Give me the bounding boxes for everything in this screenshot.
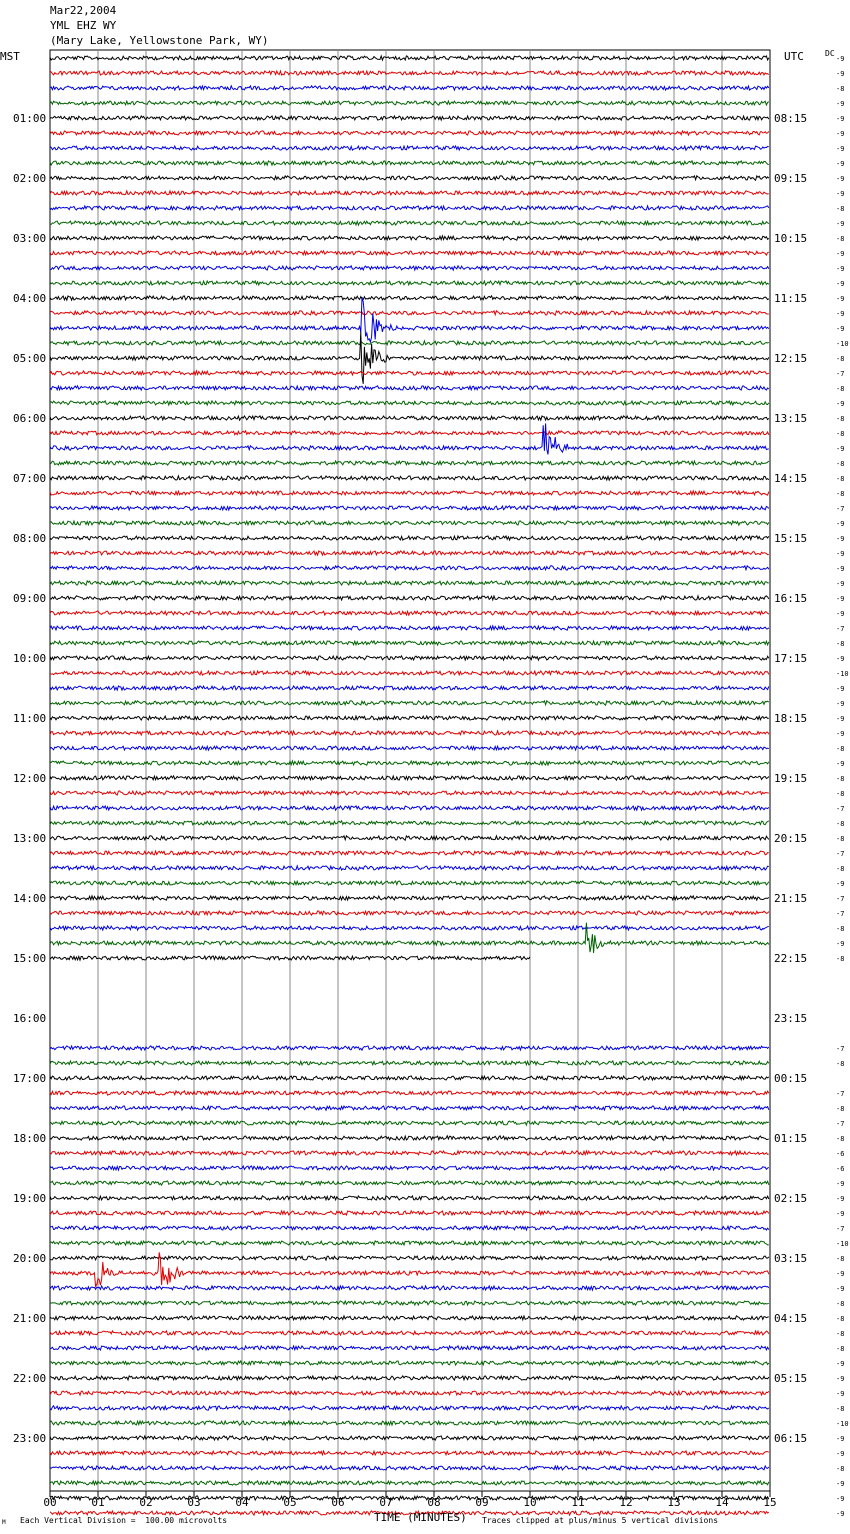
x-tick-label: 12: [619, 1496, 633, 1509]
dc-offset-label: -8: [836, 385, 845, 393]
right-hour-label: 16:15: [774, 592, 808, 605]
trace-row-9: [50, 191, 769, 195]
trace-row-2: [50, 86, 769, 90]
trace-row-67: [50, 1061, 769, 1065]
dc-offset-label: -6: [836, 1165, 845, 1173]
trace-row-93: [50, 1451, 769, 1455]
trace-row-33: [50, 551, 769, 555]
dc-offset-label: -8: [836, 1255, 845, 1263]
trace-row-23: [50, 401, 769, 405]
dc-offset-label: -8: [836, 865, 845, 873]
trace-row-80: [50, 1256, 769, 1260]
dc-offset-label: -9: [836, 1210, 845, 1218]
left-hour-label: 20:00: [13, 1252, 47, 1265]
trace-row-36: [50, 596, 769, 600]
right-hour-label: 14:15: [774, 472, 808, 485]
dc-offset-label: -9: [836, 220, 845, 228]
right-hour-label: 17:15: [774, 652, 808, 665]
trace-row-37: [50, 611, 769, 615]
trace-row-90: [50, 1406, 769, 1410]
trace-row-76: [50, 1196, 769, 1200]
header-date: Mar22,2004: [50, 4, 117, 17]
trace-row-3: [50, 101, 769, 105]
trace-row-83: [50, 1301, 769, 1305]
trace-row-96: [50, 1496, 769, 1500]
dc-offset-label: -8: [836, 475, 845, 483]
right-hour-label: 10:15: [774, 232, 808, 245]
trace-row-57: [50, 911, 769, 915]
dc-offset-label: -7: [836, 370, 845, 378]
x-tick-label: 02: [139, 1496, 153, 1509]
header-location: (Mary Lake, Yellowstone Park, WY): [50, 34, 269, 47]
dc-offset-label: -9: [836, 1510, 845, 1518]
dc-offset-label: -9: [836, 655, 845, 663]
dc-offset-label: -9: [836, 940, 845, 948]
left-hour-label: 19:00: [13, 1192, 47, 1205]
right-hour-label: 03:15: [774, 1252, 808, 1265]
trace-row-91: [50, 1421, 769, 1425]
trace-row-92: [50, 1436, 769, 1440]
dc-offset-label: -7: [836, 895, 845, 903]
trace-row-68: [50, 1076, 769, 1080]
trace-row-47: [50, 761, 769, 765]
trace-row-30: [50, 506, 769, 510]
dc-offset-label: -9: [836, 130, 845, 138]
dc-offset-label: -9: [836, 1180, 845, 1188]
dc-offset-label: -9: [836, 160, 845, 168]
left-hour-label: 21:00: [13, 1312, 47, 1325]
dc-offset-label: -8: [836, 1405, 845, 1413]
dc-offset-label: -8: [836, 745, 845, 753]
trace-row-53: [50, 851, 769, 855]
dc-offset-label: -8: [836, 1105, 845, 1113]
left-hour-label: 04:00: [13, 292, 47, 305]
dc-offset-label: -8: [836, 430, 845, 438]
trace-row-39: [50, 641, 769, 645]
dc-offset-label: -9: [836, 145, 845, 153]
trace-row-89: [50, 1391, 769, 1395]
x-tick-label: 04: [235, 1496, 249, 1509]
dc-offset-label: -9: [836, 115, 845, 123]
left-hour-label: 01:00: [13, 112, 47, 125]
trace-row-78: [50, 1226, 769, 1230]
right-hour-label: 20:15: [774, 832, 808, 845]
trace-row-74: [50, 1166, 769, 1170]
dc-offset-label: -8: [836, 85, 845, 93]
trace-row-46: [50, 746, 769, 750]
dc-offset-label: -8: [836, 1330, 845, 1338]
trace-row-41: [50, 671, 769, 675]
trace-row-6: [50, 146, 769, 150]
right-hour-label: 22:15: [774, 952, 808, 965]
left-hour-label: 07:00: [13, 472, 47, 485]
x-tick-label: 05: [283, 1496, 297, 1509]
left-hour-label: 22:00: [13, 1372, 47, 1385]
right-hour-label: 02:15: [774, 1192, 808, 1205]
left-hour-label: 13:00: [13, 832, 47, 845]
dc-offset-label: -9: [836, 1375, 845, 1383]
trace-row-34: [50, 566, 769, 570]
trace-row-35: [50, 581, 769, 585]
trace-row-11: [50, 221, 769, 225]
trace-row-69: [50, 1091, 769, 1095]
trace-row-7: [50, 161, 769, 165]
dc-offset-label: -9: [836, 1390, 845, 1398]
dc-offset-label: -9: [836, 685, 845, 693]
trace-row-15: [50, 281, 769, 285]
trace-row-38: [50, 626, 769, 630]
right-hour-label: 01:15: [774, 1132, 808, 1145]
trace-row-22: [50, 386, 769, 390]
dc-offset-label: -9: [836, 1195, 845, 1203]
dc-offset-label: -8: [836, 205, 845, 213]
trace-row-5: [50, 131, 769, 135]
trace-row-31: [50, 521, 769, 525]
left-hour-label: 17:00: [13, 1072, 47, 1085]
dc-offset-label: -9: [836, 565, 845, 573]
right-hour-label: 11:15: [774, 292, 808, 305]
dc-offset-label: -8: [836, 820, 845, 828]
dc-offset-label: -8: [836, 1315, 845, 1323]
trace-row-86: [50, 1346, 769, 1350]
footer-scale: Each Vertical Division = 100.00 microvolts: [20, 1516, 228, 1525]
left-hour-label: 12:00: [13, 772, 47, 785]
left-hour-label: 18:00: [13, 1132, 47, 1145]
dc-offset-label: -7: [836, 1120, 845, 1128]
trace-row-32: [50, 536, 769, 540]
right-hour-label: 09:15: [774, 172, 808, 185]
x-tick-label: 13: [667, 1496, 681, 1509]
x-tick-label: 14: [715, 1496, 729, 1509]
dc-offset-label: -9: [836, 100, 845, 108]
trace-row-10: [50, 206, 769, 210]
dc-offset-label: -7: [836, 1225, 845, 1233]
trace-row-20: [50, 332, 769, 384]
dc-offset-label: -9: [836, 1360, 845, 1368]
dc-offset-label: -9: [836, 760, 845, 768]
dc-offset-label: -9: [836, 310, 845, 318]
x-tick-label: 09: [475, 1496, 489, 1509]
label-group: [13, 55, 849, 1518]
x-tick-label: 10: [523, 1496, 537, 1509]
right-hour-label: 21:15: [774, 892, 808, 905]
dc-offset-label: -10: [836, 670, 849, 678]
trace-group: [50, 56, 769, 1515]
left-hour-label: 06:00: [13, 412, 47, 425]
dc-offset-label: -9: [836, 1450, 845, 1458]
trace-row-85: [50, 1331, 769, 1335]
trace-row-1: [50, 71, 769, 75]
left-hour-label: 03:00: [13, 232, 47, 245]
dc-offset-label: -9: [836, 280, 845, 288]
dc-offset-label: -7: [836, 910, 845, 918]
x-tick-label: 08: [427, 1496, 441, 1509]
dc-offset-label: -9: [836, 700, 845, 708]
trace-row-8: [50, 176, 769, 180]
dc-offset-label: -7: [836, 1045, 845, 1053]
dc-offset-label: -9: [836, 550, 845, 558]
dc-offset-label: -8: [836, 835, 845, 843]
trace-row-24: [50, 416, 769, 420]
trace-row-48: [50, 776, 769, 780]
dc-offset-label: -8: [836, 460, 845, 468]
dc-offset-label: -9: [836, 175, 845, 183]
right-timezone-label: UTC: [784, 50, 804, 63]
dc-offset-label: -9: [836, 1270, 845, 1278]
left-timezone-label: MST: [0, 50, 20, 63]
trace-row-19: [50, 341, 769, 345]
dc-offset-label: -9: [836, 1480, 845, 1488]
trace-row-75: [50, 1181, 769, 1185]
right-hour-label: 08:15: [774, 112, 808, 125]
dc-offset-label: -9: [836, 1285, 845, 1293]
trace-row-55: [50, 881, 769, 885]
dc-offset-label: -8: [836, 775, 845, 783]
trace-row-66: [50, 1046, 769, 1050]
dc-offset-label: -8: [836, 1135, 845, 1143]
right-hour-label: 00:15: [774, 1072, 808, 1085]
left-hour-label: 16:00: [13, 1012, 47, 1025]
dc-offset-label: -8: [836, 235, 845, 243]
trace-row-52: [50, 836, 769, 840]
dc-offset-label: -10: [836, 1240, 849, 1248]
dc-offset-label: -8: [836, 640, 845, 648]
dc-offset-label: -9: [836, 445, 845, 453]
trace-row-94: [50, 1466, 769, 1470]
dc-offset-label: -7: [836, 805, 845, 813]
dc-offset-label: -8: [836, 415, 845, 423]
dc-offset-label: -9: [836, 1495, 845, 1503]
trace-row-72: [50, 1136, 769, 1140]
trace-row-21: [50, 371, 769, 375]
left-hour-label: 10:00: [13, 652, 47, 665]
trace-row-87: [50, 1361, 769, 1365]
dc-offset-label: -9: [836, 1435, 845, 1443]
dc-offset-label: -9: [836, 535, 845, 543]
x-tick-label: 15: [763, 1496, 777, 1509]
trace-row-42: [50, 686, 769, 690]
dc-offset-label: -8: [836, 355, 845, 363]
right-hour-label: 13:15: [774, 412, 808, 425]
dc-offset-label: -10: [836, 340, 849, 348]
left-hour-label: 15:00: [13, 952, 47, 965]
x-axis-label: TIME (MINUTES): [374, 1511, 467, 1524]
trace-row-58: [50, 926, 769, 930]
trace-row-0: [50, 56, 769, 60]
trace-row-79: [50, 1241, 769, 1245]
dc-offset-label: -7: [836, 505, 845, 513]
trace-row-29: [50, 491, 769, 495]
dc-offset-label: -8: [836, 790, 845, 798]
dc-offset-label: -8: [836, 955, 845, 963]
right-hour-label: 18:15: [774, 712, 808, 725]
left-hour-label: 02:00: [13, 172, 47, 185]
trace-row-12: [50, 236, 769, 240]
left-hour-label: 11:00: [13, 712, 47, 725]
left-hour-label: 14:00: [13, 892, 47, 905]
dc-offset-label: -8: [836, 490, 845, 498]
dc-offset-label: -7: [836, 850, 845, 858]
trace-row-43: [50, 701, 769, 705]
left-hour-label: 09:00: [13, 592, 47, 605]
trace-row-84: [50, 1316, 769, 1320]
trace-row-56: [50, 896, 769, 900]
trace-row-26: [50, 423, 769, 454]
dc-offset-label: -7: [836, 1090, 845, 1098]
trace-row-70: [50, 1106, 769, 1110]
trace-row-28: [50, 476, 769, 480]
x-tick-label: 06: [331, 1496, 345, 1509]
x-tick-label: 11: [571, 1496, 585, 1509]
dc-offset-label: -8: [836, 1345, 845, 1353]
dc-offset-label: -9: [836, 880, 845, 888]
dc-offset-label: -9: [836, 580, 845, 588]
right-hour-label: 05:15: [774, 1372, 808, 1385]
left-hour-label: 05:00: [13, 352, 47, 365]
x-tick-label: 07: [379, 1496, 393, 1509]
dc-offset-label: -9: [836, 520, 845, 528]
dc-offset-label: -9: [836, 715, 845, 723]
right-hour-label: 04:15: [774, 1312, 808, 1325]
dc-offset-label: -9: [836, 55, 845, 63]
trace-row-40: [50, 656, 769, 660]
dc-offset-label: -8: [836, 1300, 845, 1308]
dc-offset-label: -8: [836, 1465, 845, 1473]
dc-label: DC: [825, 49, 835, 58]
trace-row-14: [50, 266, 769, 270]
dc-offset-label: -9: [836, 70, 845, 78]
footer-clip: Traces clipped at plus/minus 5 vertical divisions: [482, 1516, 719, 1525]
right-hour-label: 12:15: [774, 352, 808, 365]
trace-row-54: [50, 866, 769, 870]
x-tick-label: 03: [187, 1496, 201, 1509]
dc-offset-label: -8: [836, 1060, 845, 1068]
trace-row-4: [50, 116, 769, 120]
header-station: YML EHZ WY: [50, 19, 117, 32]
dc-offset-label: -9: [836, 295, 845, 303]
footer-corner: M: [2, 1519, 6, 1526]
dc-offset-label: -9: [836, 325, 845, 333]
right-hour-label: 19:15: [774, 772, 808, 785]
dc-offset-label: -9: [836, 730, 845, 738]
trace-row-77: [50, 1211, 769, 1215]
dc-offset-label: -9: [836, 190, 845, 198]
trace-row-17: [50, 311, 769, 315]
trace-row-16: [50, 296, 769, 300]
dc-offset-label: -7: [836, 625, 845, 633]
trace-row-88: [50, 1376, 769, 1380]
right-hour-label: 23:15: [774, 1012, 808, 1025]
trace-row-50: [50, 806, 769, 810]
dc-offset-label: -9: [836, 610, 845, 618]
trace-row-51: [50, 821, 769, 825]
right-hour-label: 06:15: [774, 1432, 808, 1445]
trace-row-71: [50, 1121, 769, 1125]
dc-offset-label: -10: [836, 1420, 849, 1428]
left-hour-label: 08:00: [13, 532, 47, 545]
dc-offset-label: -9: [836, 595, 845, 603]
dc-offset-label: -6: [836, 1150, 845, 1158]
trace-row-25: [50, 431, 769, 435]
x-tick-label: 01: [91, 1496, 105, 1509]
left-hour-label: 23:00: [13, 1432, 47, 1445]
trace-row-13: [50, 251, 769, 255]
trace-row-18: [50, 297, 769, 342]
trace-row-27: [50, 461, 769, 465]
trace-row-44: [50, 716, 769, 720]
trace-row-73: [50, 1151, 769, 1155]
dc-offset-label: -9: [836, 250, 845, 258]
trace-row-45: [50, 731, 769, 735]
trace-row-82: [50, 1286, 769, 1290]
x-tick-label: 00: [43, 1496, 57, 1509]
dc-offset-label: -9: [836, 400, 845, 408]
trace-row-49: [50, 791, 769, 795]
dc-offset-label: -8: [836, 925, 845, 933]
right-hour-label: 15:15: [774, 532, 808, 545]
dc-offset-label: -9: [836, 265, 845, 273]
trace-row-95: [50, 1481, 769, 1485]
